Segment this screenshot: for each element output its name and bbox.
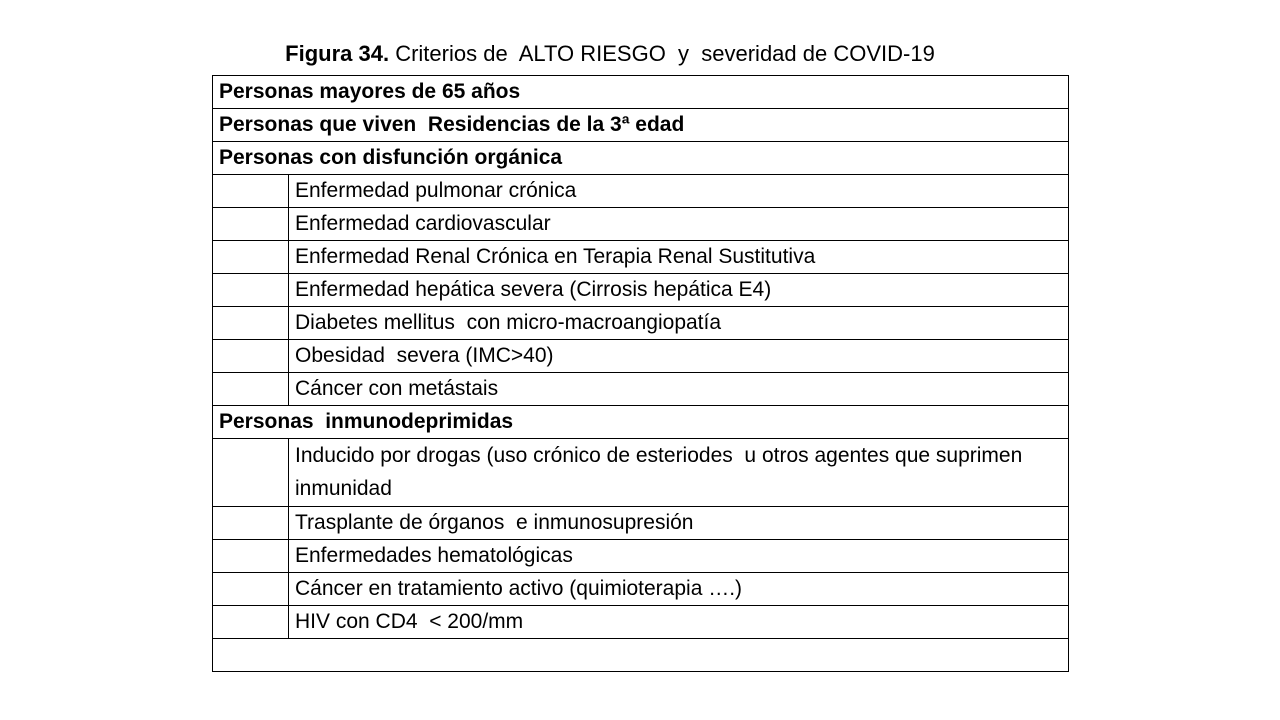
table-row (213, 241, 1069, 274)
figure-caption: Criterios de ALTO RIESGO y severidad de COVID-19 (389, 41, 935, 66)
criterion-item: Enfermedad Renal Crónica en Terapia Renal Sustitutiva (289, 241, 1069, 274)
indent-cell (213, 340, 289, 373)
table-row (213, 340, 1069, 373)
category-header: Personas con disfunción orgánica (213, 142, 1069, 175)
criterion-item: Obesidad severa (IMC>40) (289, 340, 1069, 373)
criterion-item: HIV con CD4 < 200/mm (289, 606, 1069, 639)
category-header: Personas mayores de 65 años (213, 76, 1069, 109)
indent-cell (213, 573, 289, 606)
figure-title (0, 40, 1220, 68)
table-row (213, 639, 1069, 672)
criterion-item: Cáncer con metástais (289, 373, 1069, 406)
table-row (213, 406, 1069, 439)
criterion-item: Cáncer en tratamiento activo (quimioterapia ….) (289, 573, 1069, 606)
table-row (213, 109, 1069, 142)
empty-cell (213, 639, 1069, 672)
indent-cell (213, 241, 289, 274)
criterion-item: Diabetes mellitus con micro-macroangiopatía (289, 307, 1069, 340)
figure-number: Figura 34. (285, 41, 390, 66)
indent-cell (213, 439, 289, 507)
table-row (213, 142, 1069, 175)
table-row (213, 175, 1069, 208)
table-row (213, 540, 1069, 573)
indent-cell (213, 175, 289, 208)
table-row (213, 307, 1069, 340)
risk-criteria-table (212, 75, 1069, 672)
indent-cell (213, 373, 289, 406)
table-row (213, 76, 1069, 109)
category-header: Personas inmunodeprimidas (213, 406, 1069, 439)
indent-cell (213, 507, 289, 540)
criterion-item: Enfermedad hepática severa (Cirrosis hepática E4) (289, 274, 1069, 307)
table-row (213, 439, 1069, 507)
criterion-item: Enfermedades hematológicas (289, 540, 1069, 573)
risk-criteria-body (213, 76, 1069, 672)
indent-cell (213, 208, 289, 241)
indent-cell (213, 274, 289, 307)
criterion-item: Enfermedad cardiovascular (289, 208, 1069, 241)
indent-cell (213, 540, 289, 573)
criterion-item: Enfermedad pulmonar crónica (289, 175, 1069, 208)
indent-cell (213, 606, 289, 639)
category-header: Personas que viven Residencias de la 3ª edad (213, 109, 1069, 142)
table-row (213, 573, 1069, 606)
table-row (213, 373, 1069, 406)
table-row (213, 606, 1069, 639)
table-row (213, 507, 1069, 540)
criterion-item: Inducido por drogas (uso crónico de esteriodes u otros agentes que suprimen inmunidad (289, 439, 1069, 507)
table-row (213, 274, 1069, 307)
table-row (213, 208, 1069, 241)
criterion-item: Trasplante de órganos e inmunosupresión (289, 507, 1069, 540)
indent-cell (213, 307, 289, 340)
